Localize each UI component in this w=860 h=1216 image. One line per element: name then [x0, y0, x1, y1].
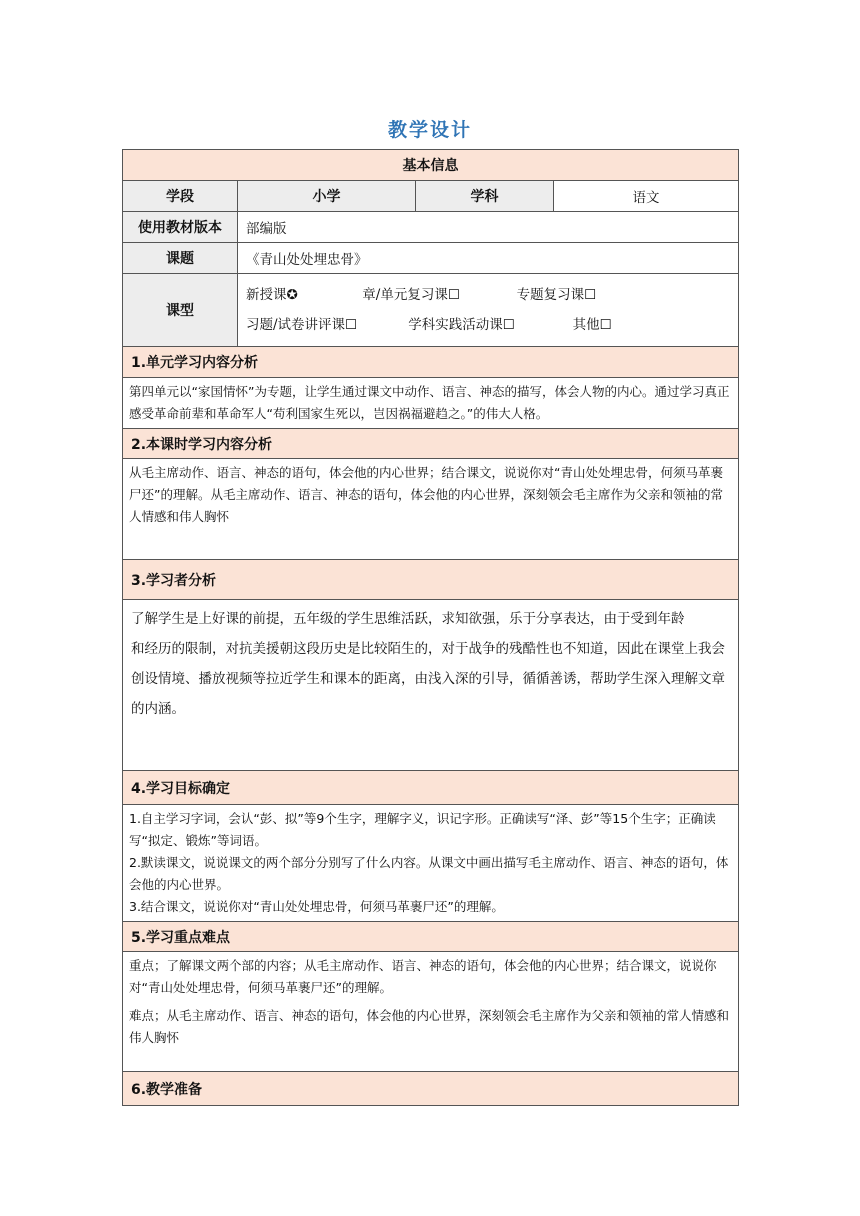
topic-value: 《青山处处埋忠骨》: [238, 243, 739, 274]
objective-item: 3.结合课文，说说你对“青山处处埋忠骨，何须马革裹尸还”的理解。: [129, 899, 504, 914]
subject-value: 语文: [554, 181, 739, 212]
edition-label: 使用教材版本: [123, 212, 238, 243]
section-3-heading: 3.学习者分析: [123, 560, 739, 600]
lesson-type-row-1: [246, 280, 730, 310]
section-5-body: [123, 952, 739, 1072]
section-3-paragraph-1: 了解学生是上好课的前提，五年级的学生思维活跃，求知欲强，乐于分享表达，由于受到年龄: [131, 611, 685, 627]
type-option-exercise-review[interactable]: 习题/试卷讲评课☐: [246, 317, 358, 333]
section-6-heading: 6.教学准备: [123, 1072, 739, 1106]
objective-item: 2.默读课文，说说课文的两个部分分别写了什么内容。从课文中画出描写毛主席动作、语言、神态的语句，体会他的内心世界。: [129, 855, 729, 892]
lesson-type-row-2: [246, 310, 730, 340]
stage-label: 学段: [123, 181, 238, 212]
section-1-heading: 1.单元学习内容分析: [123, 347, 739, 378]
section-4-heading: 4.学习目标确定: [123, 771, 739, 805]
section-2-heading: 2.本课时学习内容分析: [123, 429, 739, 459]
section-1-text: 第四单元以“家国情怀”为专题，让学生通过课文中动作、语言、神态的描写，体会人物的内心。通过学习真正感受革命前辈和革命军人“苟利国家生死以，岂因祸福避趋之。”的伟大人格。: [123, 378, 739, 429]
difficulty-text: 难点；从毛主席动作、语言、神态的语句，体会他的内心世界，深刻领会毛主席作为父亲和领袖的常人情感和伟人胸怀: [129, 1008, 730, 1045]
type-option-other[interactable]: 其他☐: [572, 317, 612, 333]
section-5-heading: 5.学习重点难点: [123, 922, 739, 952]
section-3-paragraph-2: 和经历的限制，对抗美援朝这段历史是比较陌生的，对于战争的残酷性也不知道，因此在课堂上我会创设情境、播放视频等拉近学生和课本的距离，由浅入深的引导，循循善诱，帮助学生深入理解文章的内涵。: [131, 641, 725, 717]
type-option-topic-review[interactable]: 专题复习课☐: [516, 287, 597, 303]
key-point-text: 重点；了解课文两个部的内容；从毛主席动作、语言、神态的语句，体会他的内心世界；结合课文，说说你对“青山处处埋忠骨，何须马革裹尸还”的理解。: [129, 958, 717, 995]
basic-info-heading: 基本信息: [123, 150, 739, 181]
topic-label: 课题: [123, 243, 238, 274]
objective-item: 1.自主学习字词，会认“彭、拟”等9个生字，理解字义，识记字形。正确读写“泽、彭”等15个生字；正确读写“拟定、锻炼”等词语。: [129, 811, 716, 848]
stage-value: 小学: [238, 181, 416, 212]
type-option-unit-review[interactable]: 章/单元复习课☐: [362, 287, 460, 303]
lesson-type-label: 课型: [123, 274, 238, 347]
lesson-type-options: [238, 274, 739, 347]
type-option-practice-activity[interactable]: 学科实践活动课☐: [408, 317, 515, 333]
lesson-design-table: [122, 149, 739, 1106]
section-2-text: 从毛主席动作、语言、神态的语句，体会他的内心世界；结合课文，说说你对“青山处处埋忠骨，何须马革裹尸还”的理解。从毛主席动作、语言、神态的语句，体会他的内心世界，深刻领会毛主席作为父亲和领袖的常人情感和伟人胸怀: [123, 459, 739, 560]
type-option-new-lesson[interactable]: 新授课✪: [246, 287, 298, 303]
section-3-body: [123, 600, 739, 771]
section-4-body: [123, 805, 739, 922]
subject-label: 学科: [416, 181, 554, 212]
edition-value: 部编版: [238, 212, 739, 243]
document-title: 教学设计: [387, 119, 472, 141]
